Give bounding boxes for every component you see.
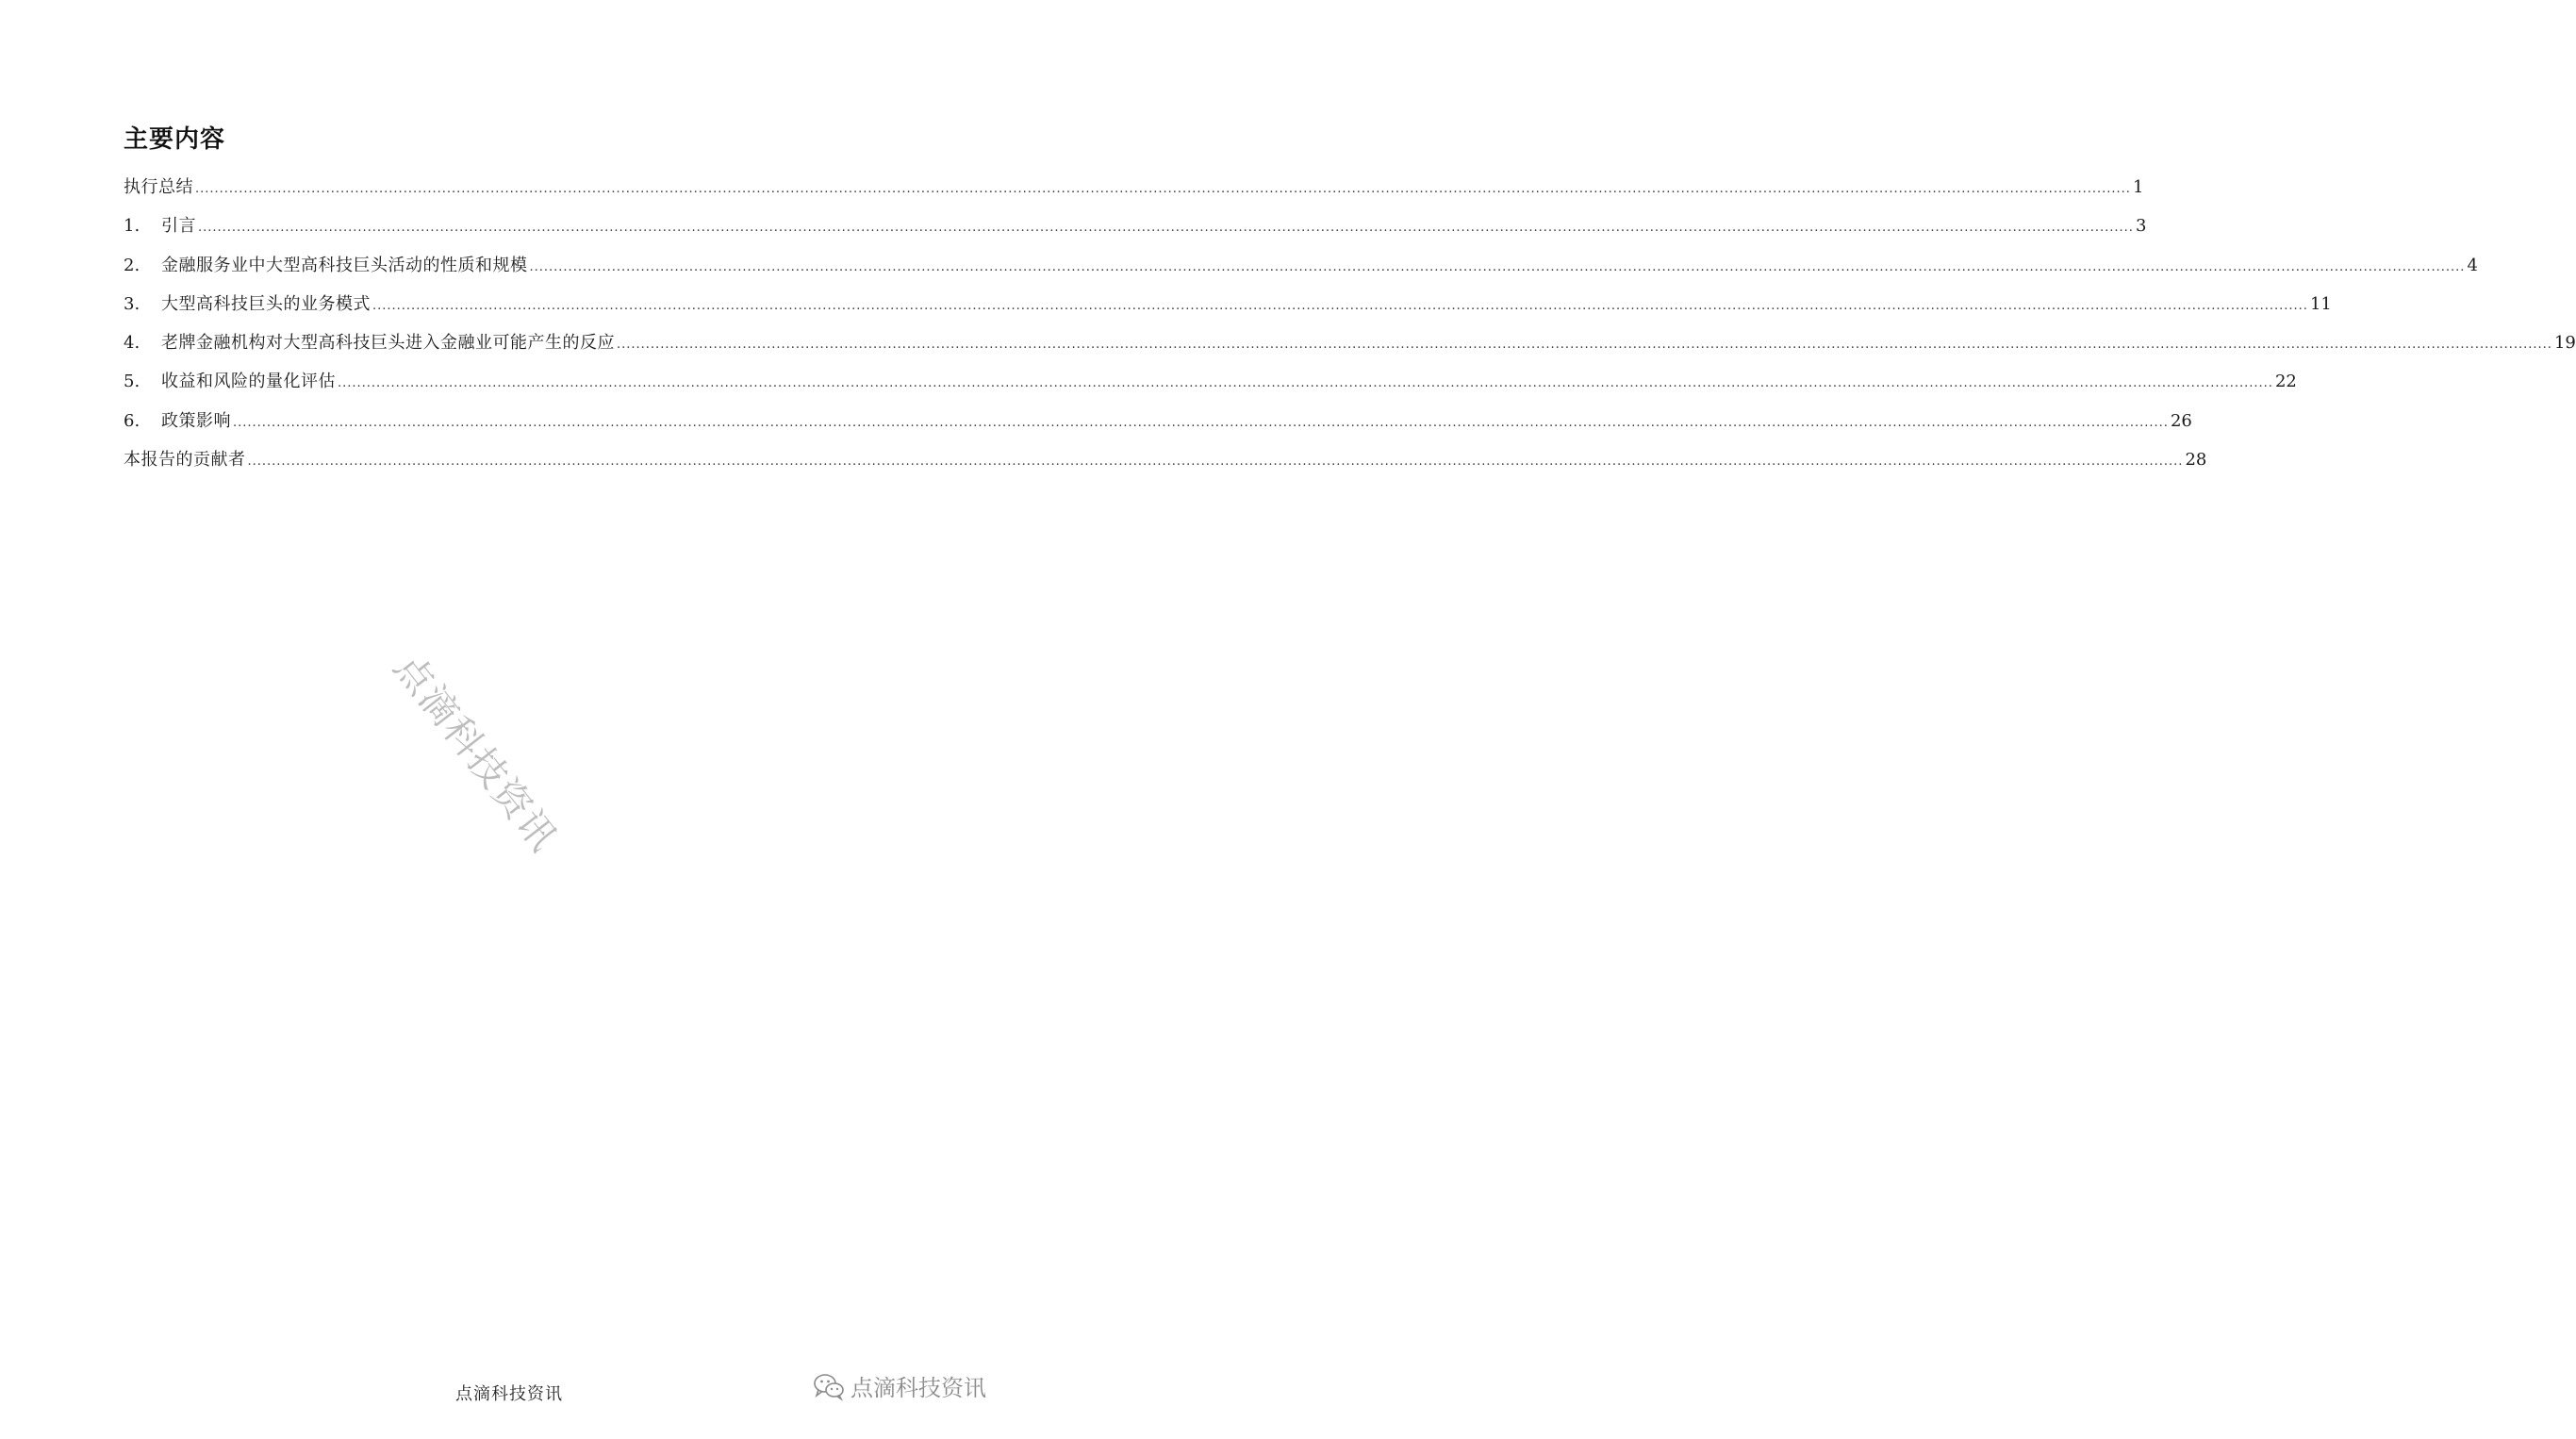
toc-number: 3. [124,293,140,314]
toc-page-number: 19 [2553,333,2576,354]
toc-label: 大型高科技巨头的业务模式 [161,293,371,314]
toc-leader-dots: ................................................................................................................................................................................................................................................................................................................................................................................................................ [195,182,2131,196]
toc-label: 执行总结 [124,177,193,197]
toc-leader-dots: ................................................................................................................................................................................................................................................................................................................................................................................................................ [529,259,2466,274]
toc-entry-6[interactable] [124,402,2192,440]
toc-leader-dots: ................................................................................................................................................................................................................................................................................................................................................................................................................ [372,298,2308,313]
toc-label: 收益和风险的量化评估 [161,372,336,392]
toc-leader-dots: ................................................................................................................................................................................................................................................................................................................................................................................................................ [617,338,2552,353]
toc-leader-dots: ................................................................................................................................................................................................................................................................................................................................................................................................................ [338,376,2273,391]
toc-entry-4[interactable] [124,323,2576,362]
toc-number: 4. [124,333,140,354]
toc-label: 老牌金融机构对大型高科技巨头进入金融业可能产生的反应 [161,333,615,354]
toc-entry-2[interactable] [124,246,2478,285]
toc-label: 本报告的贡献者 [124,450,246,471]
page-title: 主要内容 [124,125,226,154]
toc-entry-summary[interactable] [124,168,2144,207]
toc-leader-dots: ................................................................................................................................................................................................................................................................................................................................................................................................................ [247,455,2184,470]
toc-label: 金融服务业中大型高科技巨头活动的性质和规模 [161,255,528,275]
wechat-account-name: 点滴科技资讯 [850,1375,986,1401]
toc-page-number: 26 [2170,410,2192,431]
page-footer: 点滴科技资讯 [455,1384,563,1404]
toc-page-number: 28 [2185,450,2207,471]
toc-entry-5[interactable] [124,362,2297,401]
toc-page-number: 22 [2274,372,2297,392]
toc-label: 引言 [161,216,196,237]
toc-leader-dots: ................................................................................................................................................................................................................................................................................................................................................................................................................ [233,415,2169,430]
toc-page-number: 3 [2135,216,2147,237]
toc-page-number: 1 [2132,177,2144,197]
toc-page-number: 11 [2309,293,2332,314]
wechat-icon [813,1372,845,1400]
toc-label: 政策影响 [161,410,231,431]
toc-leader-dots: ................................................................................................................................................................................................................................................................................................................................................................................................................ [198,221,2134,236]
watermark: 点滴科技资讯 [385,646,567,861]
toc-number: 6. [124,410,140,431]
table-of-contents [124,168,2576,479]
toc-entry-3[interactable] [124,285,2332,323]
toc-number: 5. [124,372,140,392]
toc-number: 2. [124,255,140,275]
toc-number: 1. [124,216,140,237]
toc-entry-1[interactable] [124,207,2147,245]
toc-page-number: 4 [2467,255,2478,275]
toc-entry-contributors[interactable] [124,440,2207,479]
wechat-account-badge [813,1369,986,1402]
